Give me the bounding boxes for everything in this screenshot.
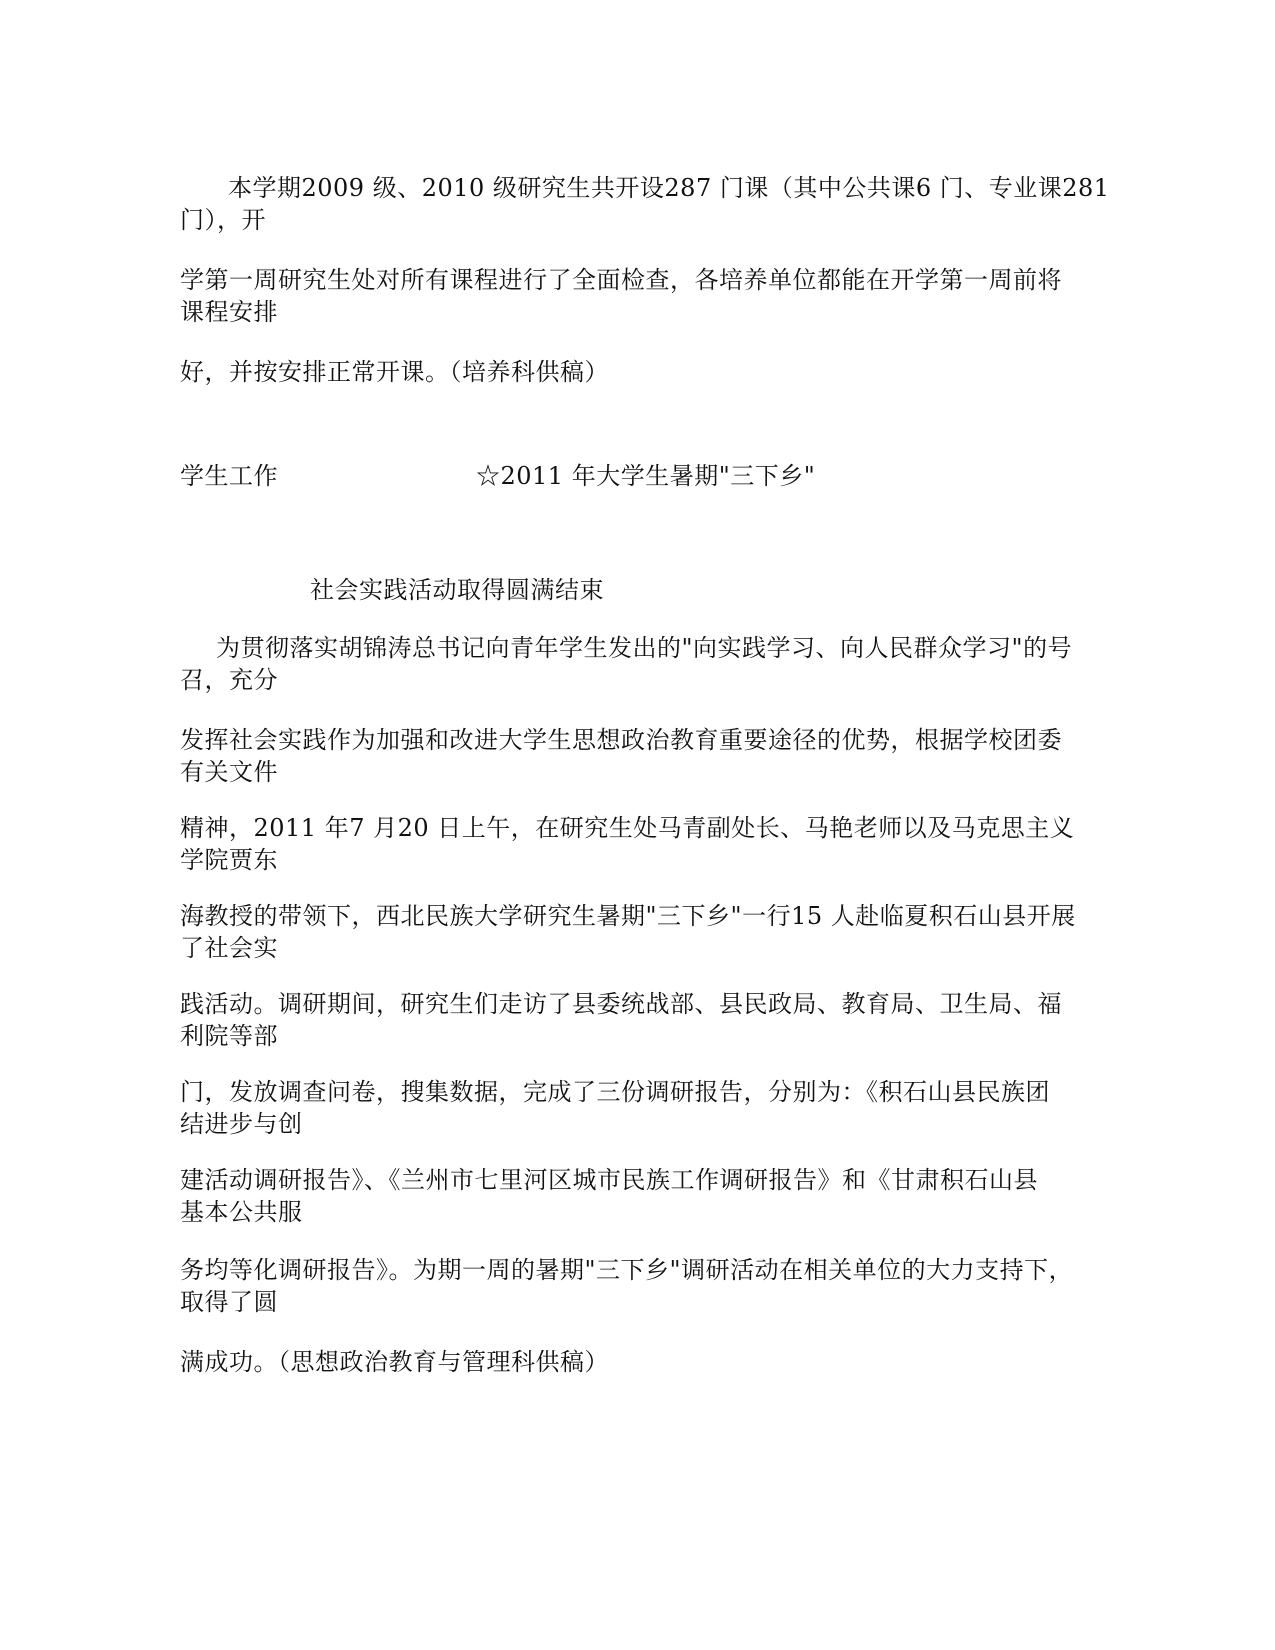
paragraph-course-offering [180,172,1110,236]
paragraph-practice-intro [180,632,1073,696]
text-line: 利院等部 [180,1022,278,1050]
paragraph-course-result [180,356,1060,388]
paragraph-practice [180,1076,1060,1140]
text-line: 精神，2011 年7 月20 日上午，在研究生处马青副处长、马艳老师以及马克思主义 [180,814,1075,842]
text-line: 取得了圆 [180,1288,278,1316]
text-line: 召，充分 [180,666,278,694]
text-line: 门），开 [180,206,266,234]
paragraph-practice [180,1164,1060,1228]
text-line: 有关文件 [180,758,278,786]
text-line: 践活动。调研期间，研究生们走访了县委统战部、县民政局、教育局、卫生局、福 [180,990,1062,1018]
paragraph-practice [180,1254,1074,1318]
text-line: 学第一周研究生处对所有课程进行了全面检查，各培养单位都能在开学第一周前将 [180,266,1062,294]
text-line: 基本公共服 [180,1198,303,1226]
paragraph-practice [180,724,1060,788]
text-line: 务均等化调研报告》。为期一周的暑期"三下乡"调研活动在相关单位的大力支持下， [180,1256,1074,1284]
text-line: 门，发放调查问卷，搜集数据，完成了三份调研报告，分别为：《积石山县民族团 [180,1078,1050,1106]
section-heading-label: 学生工作 [180,462,278,490]
text-line: 建活动调研报告》、《兰州市七里河区城市民族工作调研报告》和《甘肃积石山县 [180,1166,1038,1194]
paragraph-practice [180,812,1075,876]
text-line: 结进步与创 [180,1110,303,1138]
article-title: ☆2011 年大学生暑期"三下乡" [476,462,816,490]
paragraph-practice [180,900,1076,964]
text-line: 本学期2009 级、2010 级研究生共开设287 门课（其中公共课6 门、专业课281 [228,174,1110,202]
text-line: 好，并按安排正常开课。（培养科供稿） [180,358,609,386]
text-line: 为贯彻落实胡锦涛总书记向青年学生发出的"向实践学习、向人民群众学习"的号 [216,634,1073,662]
paragraph-course-check [180,264,1060,328]
text-line: 课程安排 [180,298,278,326]
article-subtitle: 社会实践活动取得圆满结束 [310,576,604,604]
text-line: 发挥社会实践作为加强和改进大学生思想政治教育重要途径的优势，根据学校团委 [180,726,1062,754]
text-line: 满成功。（思想政治教育与管理科供稿） [180,1348,609,1376]
text-line: 了社会实 [180,934,278,962]
paragraph-practice-closing [180,1346,1060,1378]
paragraph-practice [180,988,1060,1052]
text-line: 学院贾东 [180,846,278,874]
text-line: 海教授的带领下，西北民族大学研究生暑期"三下乡"一行15 人赴临夏积石山县开展 [180,902,1076,930]
